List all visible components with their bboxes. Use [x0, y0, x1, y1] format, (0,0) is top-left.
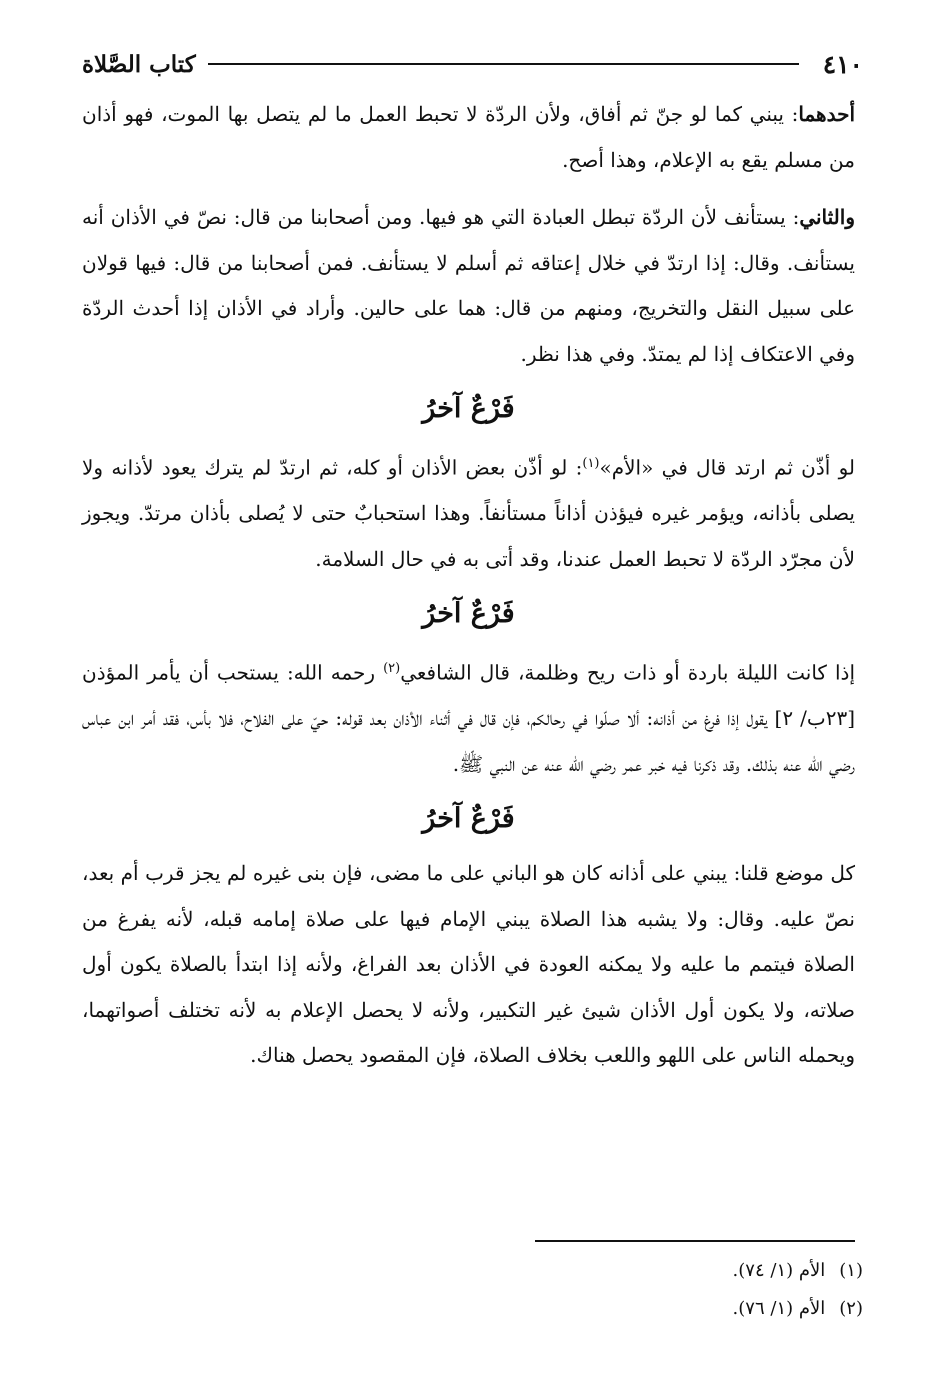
- footnote-ref[interactable]: (٢): [383, 661, 401, 677]
- spacer: [82, 183, 855, 195]
- paragraph-first-opinion: [82, 92, 855, 183]
- page-number: ٤١٠: [822, 49, 863, 79]
- running-title: كتاب الصَّلاة: [82, 50, 196, 78]
- paragraph-building-on-adhan: [82, 851, 855, 1079]
- paragraph-text: إذا كانت الليلة باردة أو ذات ريح وظلمة، قال الشافعي: [400, 660, 856, 685]
- paragraph-lead: أحدهما: [798, 102, 855, 126]
- paragraph-cold-night: [82, 646, 855, 787]
- header-rule: [208, 63, 799, 65]
- section-heading: فَرْعٌ آخرُ: [422, 393, 515, 424]
- section-heading: فَرْعٌ آخرُ: [422, 803, 515, 835]
- paragraph-text: : يبني كما لو جنّ ثم أفاق، ولأن الردّة لا تحبط العمل ما لم يتصل بها الموت، فهو أذان من مسلم يقع به الإعلام، وهذا أصح.: [82, 102, 855, 172]
- paragraph-second-opinion: [82, 195, 855, 377]
- footnote-number: (٢): [839, 1298, 863, 1319]
- paragraph-apostasy-adhan: [82, 441, 855, 582]
- page-header: [82, 44, 863, 84]
- footnote-text: الأم (١/ ٧٤).: [732, 1260, 826, 1281]
- footnote-text: الأم (١/ ٧٦).: [732, 1298, 826, 1319]
- paragraph-text: لو أذّن ثم ارتد قال في «الأم»: [599, 455, 855, 480]
- section-heading: فَرْعٌ آخرُ: [422, 598, 515, 630]
- page-body: [82, 92, 855, 1079]
- paragraph-text: : يستأنف لأن الردّة تبطل العبادة التي هو فيها. ومن أصحابنا من قال: نصّ في الأذان أنه يستأنف. وقال: إذا ارتدّ في خلال إعتاقه ثم أسلم لا يستأنف. فمن أصحابنا من قال: فيها قولان على سبيل النقل والتخريج، ومنهم من قال: هما على حالين. وأراد في الأذان إذا أحدث الردّة وفي الاعتكاف إذا لم يمتدّ. وفي هذا نظر.: [82, 205, 855, 366]
- footnote: [82, 1290, 863, 1328]
- paragraph-lead: والثاني: [799, 205, 855, 229]
- paragraph-text: : لو أذّن بعض الأذان أو كله، ثم ارتدّ لم يترك يعود لأذانه ولا يصلى بأذانه، ويؤمر غيره فيؤذن أذاناً مستأنفاً. وهذا استحبابٌ حتى لا يُصلى بأذان مرتدّ. ويجوز لأن مجرّد الردّة لا تحبط العمل عندنا، وقد أتى به في حال السلامة.: [82, 455, 855, 571]
- footnote-number: (١): [839, 1260, 863, 1281]
- footnote-rule: [535, 1240, 855, 1242]
- footnote-ref[interactable]: (١): [582, 456, 600, 471]
- paragraph-text: كل موضع قلنا: يبني على أذانه كان هو الباني على ما مضى، فإن بنى غيره لم يجز قرب أم بعد، نصّ عليه. وقال: ولا يشبه هذا الصلاة يبني الإمام فيها على صلاة إمامه قبله، لأنه يفرغ من الصلاة فيتمم ما عليه ولا يمكنه العودة في الأذان بعد الفراغ، ولأنه إذا ابتدأ بالصلاة يكون أول صلاته، ولا يكون أول الأذان شيئ غير التكبير، ولأنه لا يحصل الإعلام به لأنه تختلف أصواتهما، ويحمله الناس على اللهو واللعب بخلاف الصلاة، فإن المقصود يحصل هناك.: [82, 861, 855, 1068]
- footnotes: [82, 1252, 863, 1328]
- paragraph-text: رحمه الله: يستحب أن يأمر المؤذن [٢٣ب/ ٢] يقول إذا فرغ من أذانه: ألا صلّوا في رحالكم، فإن قال في أثناء الأذان بعد قوله: حيّ على الفلاح، فلا بأس، فقد أمر ابن عباس رضي الله عنه بذلك. وقد ذكرنا فيه خبر عمر رضي الله عنه عن النبي ﷺ.: [82, 660, 855, 776]
- footnote: [82, 1252, 863, 1290]
